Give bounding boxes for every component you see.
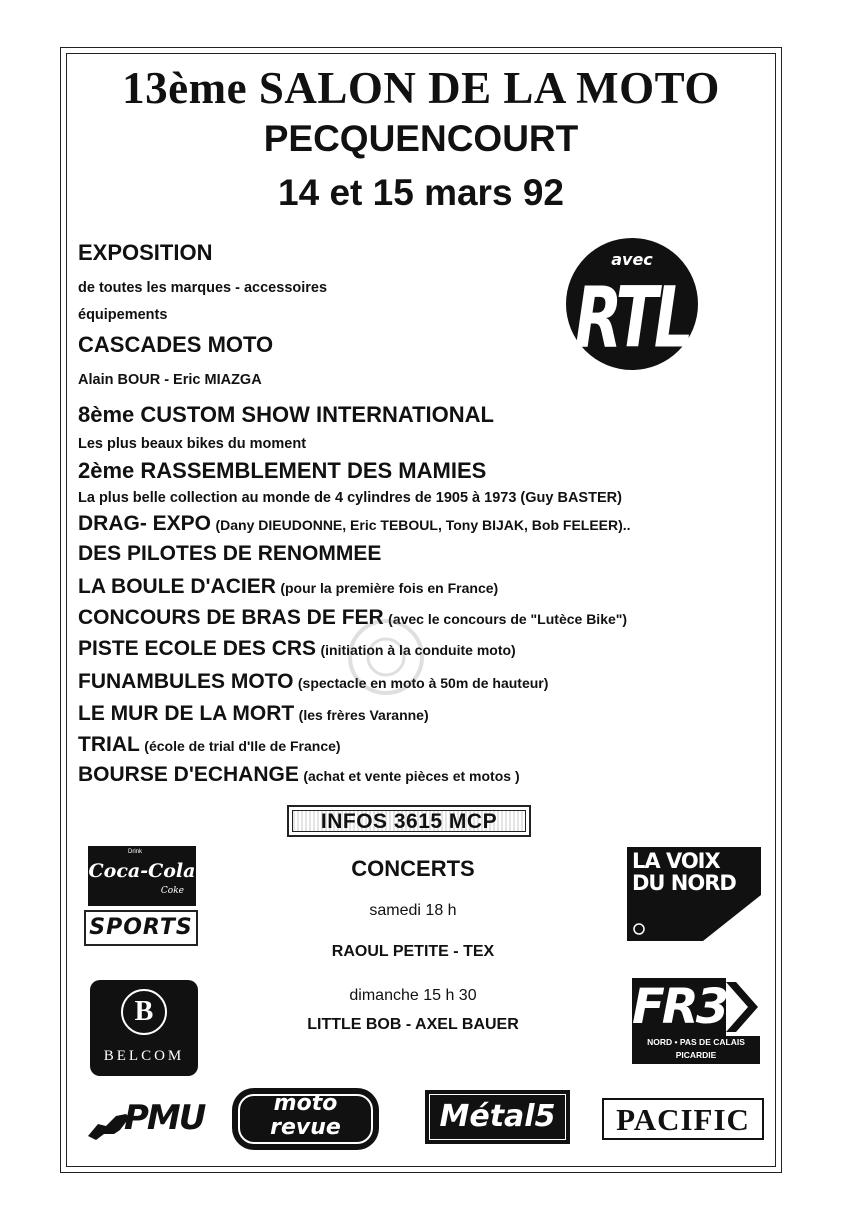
concerts-day2: dimanche 15 h 30 [349,987,477,1004]
fr3-chevron-graphic [726,978,760,1036]
concerts-day1: samedi 18 h [369,902,457,919]
pacific-name: PACIFIC [616,1102,750,1137]
fr3-name: FR3 [632,979,727,1035]
pmu-name: PMU [124,1098,205,1138]
program-bourse-note: (achat et vente pièces et motos ) [303,768,520,784]
infos-text: INFOS 3615 MCP [292,810,526,832]
belcom-logo [90,980,198,1076]
program-custom-show: 8ème CUSTOM SHOW INTERNATIONAL [78,402,494,427]
concerts-title: CONCERTS [351,856,475,881]
fr3-logo [632,978,760,1064]
program-exposition: EXPOSITION [78,240,213,265]
program-mur: LE MUR DE LA MORT [78,702,295,725]
moto-revue-logo [232,1088,379,1150]
voix-line1: LA VOIX [632,849,720,873]
program-mamies: 2ème RASSEMBLEMENT DES MAMIES [78,458,487,483]
program-bras-de-fer: CONCOURS DE BRAS DE FER [78,606,384,629]
program-mur-note: (les frères Varanne) [298,707,429,723]
program-boule-row [78,575,498,599]
program-funambules-row [78,670,548,694]
concerts-artists2: LITTLE BOB - AXEL BAUER [307,1016,519,1033]
belcom-initial: B [134,996,154,1027]
cocacola-coke: Coke [160,886,184,896]
voix-line2: DU NORD [632,871,736,895]
program-pilotes: DES PILOTES DE RENOMMEE [78,542,382,565]
poster-title: 13ème SALON DE LA MOTO [122,63,720,113]
program-exposition-note-1: de toutes les marques - accessoires [78,280,328,296]
program-cascades: CASCADES MOTO [78,332,274,357]
pacific-logo [602,1098,764,1140]
voix-slash-graphic [627,847,761,941]
cocacola-brand: Coca-Cola [88,860,196,882]
program-cascades-note: Alain BOUR - Eric MIAZGA [78,372,262,388]
fr3-region1: NORD • PAS DE CALAIS [647,1037,745,1047]
la-voix-du-nord-logo [627,847,761,941]
program-boule-note: (pour la première fois en France) [280,580,499,596]
cocacola-panel [88,846,196,906]
poster-city: PECQUENCOURT [263,118,579,159]
moto-revue-line1: moto [273,1091,338,1116]
program-piste-note: (initiation à la conduite moto) [320,642,516,658]
rtl-name: RTL [574,268,690,367]
program-mur-row [78,702,429,726]
program-drag-expo: DRAG- EXPO [78,512,212,535]
pmu-logo [86,1096,205,1146]
fr3-region-band [632,1036,760,1064]
moto-revue-line2: revue [270,1115,341,1140]
program-piste: PISTE ECOLE DES CRS [78,637,317,660]
cocacola-sports-label: SPORTS [84,910,198,946]
program-bourse: BOURSE D'ECHANGE [78,763,299,786]
program-piste-row [78,637,516,661]
program-funambules: FUNAMBULES MOTO [78,670,294,693]
poster-dates: 14 et 15 mars 92 [278,172,564,213]
cocacola-drink-label: Drink [128,849,143,855]
belcom-name: BELCOM [103,1048,185,1064]
program-drag-expo-row [78,512,631,536]
program-trial-row [78,733,341,757]
concerts-artists1: RAOUL PETITE - TEX [331,943,495,960]
cocacola-sports-logo [84,846,199,950]
program-drag-expo-note: (Dany DIEUDONNE, Eric TEBOUL, Tony BIJAK, Bob FELEER).. [215,517,631,533]
program-custom-note: Les plus beaux bikes du moment [78,436,307,452]
fr3-region2: PICARDIE [675,1050,717,1060]
infos-box [287,805,531,837]
rtl-avec-label: avec [611,250,653,269]
program-bras-de-fer-note: (avec le concours de "Lutèce Bike") [388,611,628,627]
program-exposition-note-2: équipements [78,307,168,323]
metal5-logo [425,1090,570,1144]
watermark-graphic [340,612,432,702]
program-trial: TRIAL [78,733,140,756]
program-boule: LA BOULE D'ACIER [78,575,276,598]
program-bourse-row [78,763,520,787]
metal5-name: Métal5 [439,1099,556,1134]
program-trial-note: (école de trial d'Ile de France) [144,738,341,754]
program-funambules-note: (spectacle en moto à 50m de hauteur) [297,675,549,691]
program-mamies-note: La plus belle collection au monde de 4 cylindres de 1905 à 1973 (Guy BASTER) [78,490,622,506]
rtl-logo [566,238,698,370]
